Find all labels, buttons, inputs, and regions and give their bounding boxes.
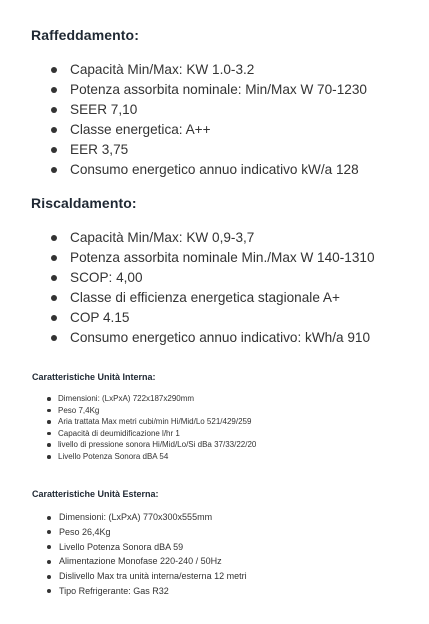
list-item: [48, 80, 367, 100]
list-item: [48, 228, 375, 248]
list-item-text: SCOP: 4,00: [70, 270, 143, 285]
list-item-text: Potenza assorbita nominale: Min/Max W 70-1230: [70, 82, 367, 97]
bullet-icon: [51, 107, 57, 113]
list-item-text: Dimensioni: (LxPxA) 770x300x555mm: [59, 512, 213, 522]
heating-spec-list: [48, 228, 375, 348]
bullet-icon: [47, 545, 51, 549]
bullet-icon: [51, 315, 57, 321]
bullet-icon: [47, 455, 51, 459]
list-item: [46, 540, 247, 555]
bullet-icon: [47, 420, 51, 424]
list-item: [48, 288, 375, 308]
list-item: [46, 439, 256, 451]
list-item: [48, 248, 375, 268]
list-item-text: Consumo energetico annuo indicativo: kWh/a 910: [70, 330, 370, 345]
list-item-text: Tipo Refrigerante: Gas R32: [59, 585, 169, 596]
list-item: [48, 268, 375, 288]
bullet-icon: [51, 235, 57, 241]
bullet-icon: [47, 432, 51, 436]
list-item: [46, 525, 247, 540]
bullet-icon: [51, 167, 57, 173]
bullet-icon: [47, 443, 51, 447]
bullet-icon: [51, 295, 57, 301]
bullet-icon: [47, 397, 51, 401]
list-item: [46, 510, 247, 525]
list-item-text: Peso 26,4Kg: [59, 526, 111, 537]
bullet-icon: [47, 560, 51, 564]
indoor-unit-spec-list: [46, 393, 256, 463]
list-item-text: Capacità di deumidificazione l/hr 1: [58, 428, 180, 438]
list-item: [46, 584, 247, 599]
list-item-text: Dislivello Max tra unità interna/esterna 12 metri: [59, 571, 247, 582]
list-item: [48, 100, 367, 120]
list-item-text: Potenza assorbita nominale Min./Max W 140-1310: [70, 250, 375, 265]
bullet-icon: [47, 409, 51, 413]
bullet-icon: [51, 127, 57, 133]
indoor-unit-heading: Caratteristiche Unità Interna:: [32, 372, 156, 382]
bullet-icon: [47, 516, 51, 520]
outdoor-unit-heading: Caratteristiche Unità Esterna:: [32, 489, 159, 499]
bullet-icon: [51, 255, 57, 261]
heating-heading: Riscaldamento:: [31, 195, 137, 211]
bullet-icon: [51, 147, 57, 153]
list-item: [46, 451, 256, 463]
list-item-text: COP 4.15: [70, 310, 130, 325]
list-item: [46, 405, 256, 417]
list-item-text: Livello Potenza Sonora dBA 54: [58, 451, 169, 461]
list-item-text: Aria trattata Max metri cubi/min Hi/Mid/Lo 521/429/259: [58, 417, 252, 427]
list-item-text: Livello Potenza Sonora dBA 59: [59, 541, 184, 552]
list-item-text: Consumo energetico annuo indicativo kW/a 128: [70, 162, 359, 177]
bullet-icon: [47, 575, 51, 579]
list-item-text: Alimentazione Monofase 220-240 / 50Hz: [59, 556, 222, 567]
list-item-text: SEER 7,10: [70, 102, 138, 117]
list-item-text: Classe energetica: A++: [70, 122, 211, 137]
list-item: [48, 140, 367, 160]
list-item: [46, 569, 247, 584]
list-item: [48, 160, 367, 180]
list-item-text: Peso 7,4Kg: [58, 405, 100, 415]
bullet-icon: [47, 589, 51, 593]
list-item-text: EER 3,75: [70, 142, 129, 157]
list-item: [48, 60, 367, 80]
outdoor-unit-spec-list: [46, 510, 247, 599]
list-item: [48, 308, 375, 328]
list-item-text: Capacità Min/Max: KW 1.0-3.2: [70, 62, 255, 77]
cooling-spec-list: [48, 60, 367, 180]
list-item: [46, 416, 256, 428]
list-item: [48, 328, 375, 348]
bullet-icon: [51, 87, 57, 93]
bullet-icon: [47, 530, 51, 534]
bullet-icon: [51, 275, 57, 281]
list-item-text: Dimensioni: (LxPxA) 722x187x290mm: [58, 394, 195, 403]
bullet-icon: [51, 67, 57, 73]
list-item: [46, 428, 256, 440]
list-item: [46, 393, 256, 405]
list-item: [48, 120, 367, 140]
list-item-text: Classe di efficienza energetica stagionale A+: [70, 290, 340, 305]
cooling-heading: Raffeddamento:: [31, 27, 139, 43]
list-item-text: livello di pressione sonora Hi/Mid/Lo/Si dBa 37/33/22/20: [58, 440, 257, 450]
bullet-icon: [51, 335, 57, 341]
list-item-text: Capacità Min/Max: KW 0,9-3,7: [70, 230, 255, 245]
list-item: [46, 554, 247, 569]
